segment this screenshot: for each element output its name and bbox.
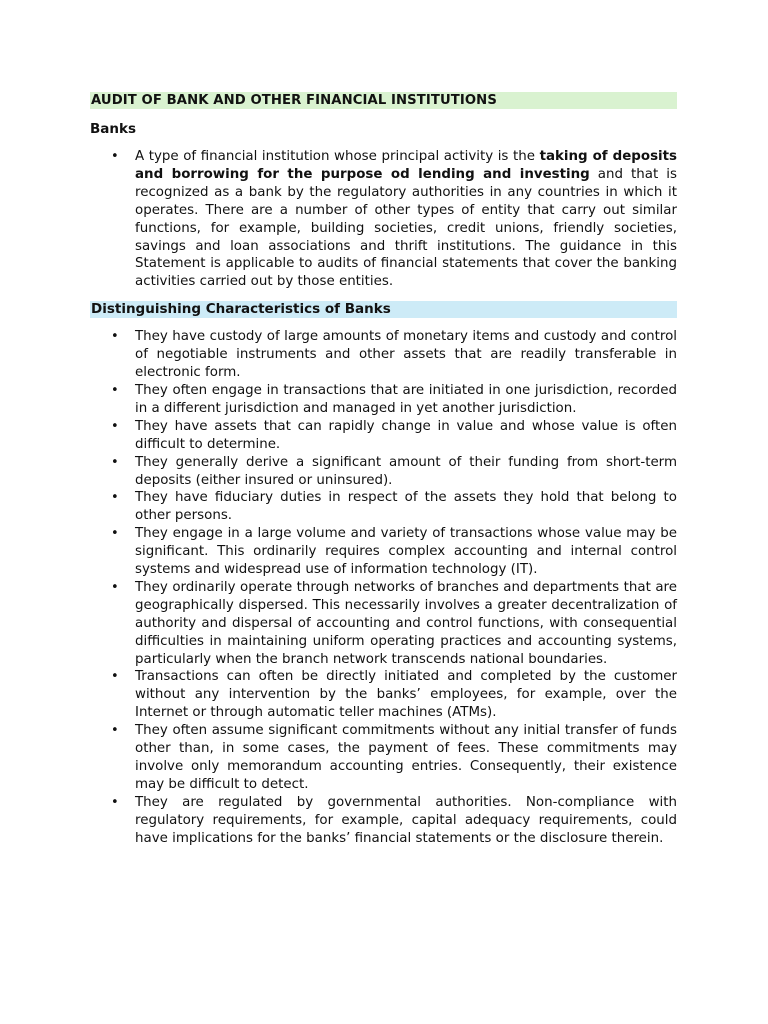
- list-item-text: They engage in a large volume and variety of transactions whose value may be significant. This ordinarily requires complex accounting and internal control systems and widespread use of information technology (IT).: [135, 526, 677, 578]
- bullet-icon: •: [111, 490, 119, 506]
- list-item-text: Transactions can often be directly initiated and completed by the customer without any intervention by the banks’ employees, for example, over the Internet or through automatic teller machines (ATMs).: [135, 669, 677, 721]
- bullet-icon: •: [111, 723, 119, 739]
- list-item: [90, 454, 677, 490]
- list-item: [90, 148, 677, 291]
- bullet-icon: •: [111, 526, 119, 542]
- list-item-text: They ordinarily operate through networks of branches and departments that are geographically dispersed. This necessarily involves a greater decentralization of authority and dispersal of accounting and control functions, with consequential difficulties in maintaining uniform operating practices and accounting systems, particularly when the branch network transcends national boundaries.: [135, 579, 677, 667]
- definition-rest: and that is recognized as a bank by the regulatory authorities in any countries in which it operates. There are a number of other types of entity that carry out similar functions, for example, building societies, credit unions, friendly societies, savings and loan associations and thrift institutions. The guidance in this Statement is applicable to audits of financial statements that cover the banking activities carried out by those entities.: [135, 166, 677, 290]
- bullet-icon: •: [111, 579, 119, 595]
- document-title: AUDIT OF BANK AND OTHER FINANCIAL INSTITUTIONS: [90, 92, 677, 109]
- banks-definition-list: [90, 148, 677, 291]
- list-item-text: They have custody of large amounts of monetary items and custody and control of negotiable instruments and other assets that are readily transferable in electronic form.: [135, 329, 677, 381]
- definition-intro: A type of financial institution whose principal activity is the: [135, 149, 540, 164]
- list-item-text: They are regulated by governmental authorities. Non-compliance with regulatory requirements, for example, capital adequacy requirements, could have implications for the banks’ financial statements or the disclosure therein.: [135, 794, 677, 846]
- list-item: [90, 328, 677, 382]
- bullet-icon: •: [111, 669, 119, 685]
- bullet-icon: •: [111, 418, 119, 434]
- list-item-text: They often engage in transactions that are initiated in one jurisdiction, recorded in a different jurisdiction and managed in yet another jurisdiction.: [135, 382, 677, 416]
- section-heading-banks: Banks: [90, 121, 137, 137]
- list-item: [90, 579, 677, 669]
- characteristics-list: [90, 328, 677, 847]
- definition-emphasis: taking of deposits and borrowing for the purpose od lending and investing: [135, 149, 677, 182]
- list-item-text: They have assets that can rapidly change in value and whose value is often difficult to determine.: [135, 418, 677, 452]
- list-item: [90, 722, 677, 794]
- list-item-text: They often assume significant commitments without any initial transfer of funds other than, in some cases, the payment of fees. These commitments may involve only memorandum accounting entries. Consequently, their existence may be difficult to detect.: [135, 723, 677, 792]
- list-item: [90, 489, 677, 525]
- list-item-text: They generally derive a significant amount of their funding from short-term deposits (either insured or uninsured).: [135, 454, 677, 488]
- bullet-icon: •: [111, 794, 119, 810]
- document-body: [90, 92, 677, 848]
- bullet-icon: •: [111, 329, 119, 345]
- list-item: [90, 794, 677, 848]
- list-item: [90, 525, 677, 579]
- section-heading-characteristics: Distinguishing Characteristics of Banks: [90, 301, 677, 318]
- bullet-icon: •: [111, 382, 119, 398]
- bullet-icon: •: [111, 454, 119, 470]
- bullet-icon: •: [111, 149, 119, 164]
- list-item: [90, 668, 677, 722]
- list-item: [90, 382, 677, 418]
- list-item-text: They have fiduciary duties in respect of the assets they hold that belong to other persons.: [135, 490, 677, 524]
- list-item: [90, 418, 677, 454]
